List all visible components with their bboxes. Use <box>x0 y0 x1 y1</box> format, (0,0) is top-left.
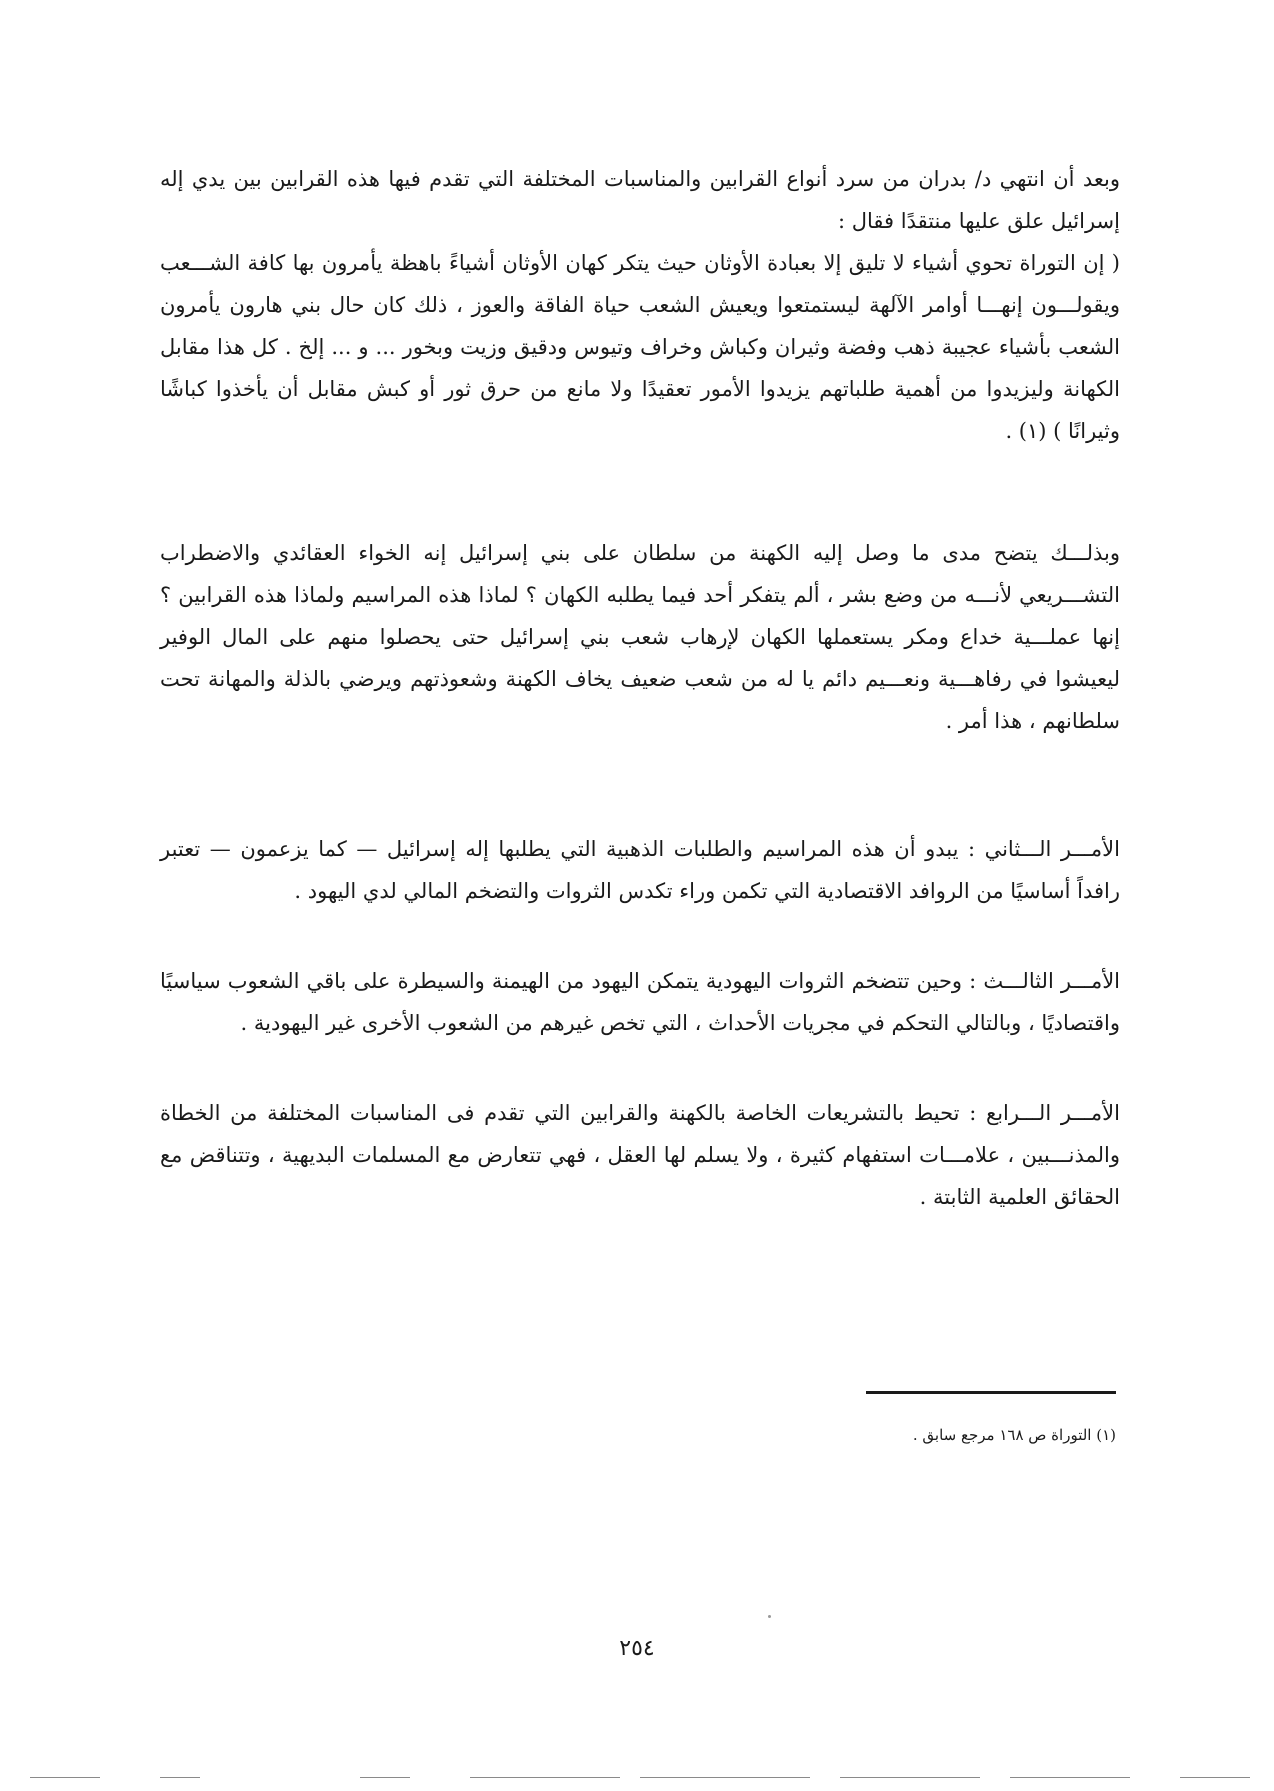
paragraph-text: ( إن التوراة تحوي أشياء لا تليق إلا بعبادة الأوثان حيث يتكر كهان الأوثان أشياءً باهظة يأمرون بها كافة الشـــعب ويقولـــون إنهـــا أوامر الآلهة ليستمتعوا ويعيش الشعب حياة الفاقة والعوز ، ذلك كان حال بني هارون يأمرون الشعب بأشياء عجيبة ذهب وفضة وثيران وكباش وخراف وتيوس ودقيق وزيت وبخور ... و ... إلخ . كل هذا مقابل الكهانة وليزيدوا من أهمية طلباتهم يزيدوا الأمور تعقيدًا ولا مانع من حرق ثور أو كبش مقابل أن يأخذوا كباشًا وثيرانًا ) (١) . <box>160 251 1120 443</box>
paragraph-text: وبعد أن انتهي د/ بدران من سرد أنواع القرابين والمناسبات المختلفة التي تقدم فيها هذه القرابين بين يدي إله إسرائيل علق عليها منتقدًا فقال : <box>160 167 1120 233</box>
scan-edge-line <box>640 1777 810 1778</box>
paragraph-third-matter <box>160 960 1120 1044</box>
paragraph-text: الأمـــر الـــرابع : تحيط بالتشريعات الخاصة بالكهنة والقرابين التي تقدم فى المناسبات المختلفة من الخطاة والمذنـــبين ، علامـــات استفهام كثيرة ، ولا يسلم لها العقل ، فهي تتعارض مع المسلمات البديهية ، وتتناقض مع الحقائق العلمية الثابتة . <box>160 1101 1120 1209</box>
page-number: ٢٥٤ <box>619 1636 655 1661</box>
scan-edge-line <box>1010 1777 1130 1778</box>
paragraph-text: وبذلـــك يتضح مدى ما وصل إليه الكهنة من سلطان على بني إسرائيل إنه الخواء العقائدي والاضطراب التشـــريعي لأنـــه من وضع بشر ، ألم يتفكر أحد فيما يطلبه الكهان ؟ لماذا هذه المراسيم ولماذا هذه القرابين ؟ إنها عملـــية خداع ومكر يستعملها الكهان لإرهاب شعب بني إسرائيل حتى يحصلوا منهم على المال الوفير ليعيشوا في رفاهـــية ونعـــيم دائم يا له من شعب ضعيف يخاف الكهنة وشعوذتهم ويرضي بالذلة والمهانة تحت سلطانهم ، هذا أمر . <box>160 541 1120 733</box>
scan-edge-line <box>30 1777 100 1778</box>
paragraph-intro <box>160 158 1120 242</box>
scan-speck <box>768 1615 771 1618</box>
scan-edge-line <box>160 1777 200 1778</box>
footnote: (١) التوراة ص ١٦٨ مرجع سابق . <box>912 1426 1116 1444</box>
footnote-divider <box>866 1391 1116 1394</box>
paragraph-second-matter <box>160 828 1120 912</box>
paragraph-text: الأمـــر الـــثاني : يبدو أن هذه المراسيم والطلبات الذهبية التي يطلبها إله إسرائيل — كما يزعمون — تعتبر رافداً أساسيًا من الروافد الاقتصادية التي تكمن وراء تكدس الثروات والتضخم المالي لدي اليهود . <box>160 837 1120 903</box>
paragraph-text: الأمـــر الثالـــث : وحين تتضخم الثروات اليهودية يتمكن اليهود من الهيمنة والسيطرة على باقي الشعوب سياسيًا واقتصاديًا ، وبالتالي التحكم في مجريات الأحداث ، التي تخص غيرهم من الشعوب الأخرى غير اليهودية . <box>160 969 1120 1035</box>
scan-edge-line <box>470 1777 620 1778</box>
scan-edge-line <box>360 1777 410 1778</box>
paragraph-commentary <box>160 532 1120 742</box>
scan-edge-line <box>1180 1777 1250 1778</box>
scan-edge-line <box>840 1777 980 1778</box>
paragraph-quote <box>160 242 1120 452</box>
paragraph-fourth-matter <box>160 1092 1120 1218</box>
